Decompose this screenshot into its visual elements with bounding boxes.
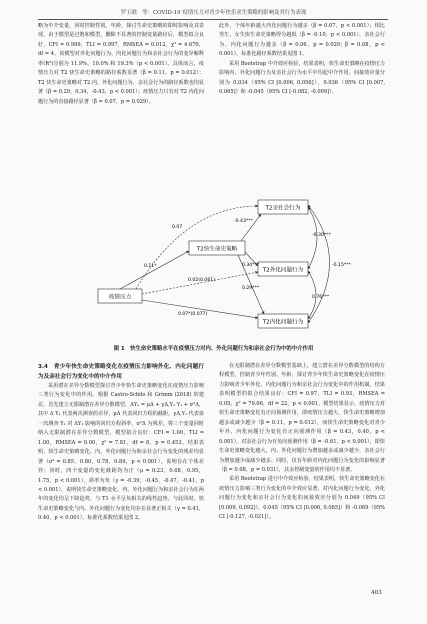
label-t2lh-ext: 0.34*** [242,263,260,268]
label-p-int: 0.07*(0.077) [178,312,208,317]
label-ext-int: 0.76*** [312,295,330,300]
node-ext: T2外化问题行为 [262,267,304,274]
label-pro-int: -0.15*** [332,263,351,268]
right-column-bottom [219,362,385,523]
label-t2lh-int: 0.29*** [242,286,260,291]
paragraph: 采用 Bootstrap 进行中介效应检验，结果表明，快生命史策略变化在疫情压力影响三类行为变化的中介效应显著，对内化问题行为变化、外化问题行为变化和亲社会行为变化的间接效应分别为 0.049（95% CI [0.009, 0.092]），0.045（95% CI [0.006, 0.085]）和 -0.069（95% CI [-0.127, -0.021]）。 [219,476,385,521]
paragraph: 在无限制潜在差异分数模型基础上，建立潜在差异分数模型的结构方程模型，控制青少年性别、年龄，探讨青少年快生命史策略变化在疫情压力影响青少年外化、内化问题行为和亲社会行为变化中的作用机制。结果表明模型的拟合结果良好：CFI = 0.97，TLI = 0.93，RMSEA = 0.05，χ² = 79.66，df = 22，p < 0.001。模型结果显示，疫情压力对快生命史策略变化有正向预测作用，即疫情压力越大，快生命史策略增加越多或减少越少（β = 0.11，p = 0.012），而快生命史策略变化对青少年外、内化问题行为变化有正向预测作用（β = 0.43，0.40，p < 0.001），对亲社会行为有负向预测作用（β = -0.61，p < 0.001），即快生命史策略变化越大，内、外化问题行为增加越多或减少越少，亲社会行为增加越少或减少越多。同时，仅有年龄对内化问题行为变化的影响显著（β = 0.08，p = 0.031），其余控制变量的作用均不显著。 [219,363,385,473]
label-p-pro: 0.07 [172,225,183,230]
path-pressure-ext [142,272,258,294]
node-pressure: 疫情压力 [108,294,132,301]
section-heading: 3.4 青少年快生命史策略变化在疫情压力影响外化、内化问题行为及亲社会行为变化中的中介作用 [38,364,204,380]
node-int: T2内化问题行为 [262,319,304,326]
paragraph: 略为中介变量，同时控制性别、年龄，探讨生命史策略的即时影响及其表现。由于模型是过饱和模型，删除不显著的控制变量路径后，模型拟合良好，CFI = 0.999，TLI = 0.997，RMSEA = 0.012，χ² = 4.670，df = 4，该模型对外化问题行为、内化问题行为和亲社会行为的变异解释率(R²)分别为 11.9%、10.0% 和 19.3%（p < 0.001）。具体而言，疫情压力对 T2 快生命史策略的路径系数显著（β = 0.11，p = 0.012）；T2 快生命史策略对 T2 内、外化问题行为、亲社会行为的路径系数也均显著（β = 0.29，0.34，-0.43，p < 0.001）；疫情压力只有对 T2 内化问题行为的直接路径显著（β = 0.07，p = 0.029）。 [38,23,204,105]
running-header: 罗玉晗 等：COVID-19 疫情压力对青少年快乐求生策略的影响及其行为表现 [120,10,307,16]
node-t2lh: T2快生命史策略 [196,246,238,253]
left-column-bottom [38,362,204,524]
label-p-ext: 0.02(0.061) [188,278,215,283]
header-rule [38,19,388,20]
label-p-t2lh: 0.11* [144,264,157,269]
right-column-top [219,22,385,98]
node-pro: T2亲社会行为 [265,205,301,212]
paragraph: 采用 Bootstrap 中介效应检验，结果表明，快生命史策略在疫情压力影响内、外化问题行为及亲社会行为水平中均起中介作用，间接效应量分别为 0.034（95% CI [0.006, 0.056]），0.036（95% CI [0.007, 0.065]）和 -0.045（95% CI [-0.082, -0.009]）。 [219,60,385,96]
path-pressure-t2lh [120,251,189,289]
paragraph: 此外，个体年龄越大内化问题行为越多（β = 0.07，p < 0.001）；相比男生，女生快生命史策略得分越低（β = -0.10，p < 0.001），亲社会行为、内化问题行为越多（β = 0.06，p = 0.029；β = 0.08，p < 0.001），标准化路径系数结果见图 1。 [219,23,385,58]
page-number: 403 [371,590,382,596]
mediation-diagram [76,186,356,341]
paragraph: 采用潜在差异分数模型探讨青少年快生命史策略变化在疫情压力影响三类行为变化中的作用。根据 Castro-Schilo 和 Grimm (2018) 的建议，首先建立无限制潜在差异分数模型，ΔY₁ = μΔ + γΔ,Y₁ Y₁ + σ²Δ，其中 Δ Y₁ 代表两次测查的差异，μΔ 代表回归方程的截距，γΔ,Y₁ 代表第一次测查 Y₁ 对 ΔY₁ 影响的回归方程斜率，σ²Δ 为残差。将三个变量同时纳入无限制潜在差异分数模型，模型拟合良好：CFI = 1.00，TLI = 1.00，RMSEA = 0.00，χ² = 7.81，df = 8，p = 0.453。结果表明，快生命史策略变化、内、外化问题行为和亲社会行为变化的残差均显著（σ² = 0.85，0.80，0.78，0.84，p < 0.001），说明存在个体差异；同时，四个变量的变化截距均为正（μ = 0.23，0.68，0.95，1.75，p < 0.001），斜率为负（γ = -0.39，-0.45，-0.47，-0.41，p < 0.001），说明快生命史策略变化、内、外化问题行为和亲社会行为在两年的变化均呈下降趋势，与 T1 水平呈负相关的线性趋势。与此同时，快生命史策略变化与内、外化问题行为变化均存在显著正相关（γ = 0.41，0.40，p < 0.001），标准化系数结果见图 2。 [38,383,204,522]
cov-pro-int [308,205,330,323]
figure-caption: 图 1 快生命史策略水平在疫情压力对内、外化问题行为和亲社会行为中的中介作用 [113,346,314,352]
label-t2lh-pro: -0.43*** [234,219,253,224]
left-column-top [38,22,204,107]
label-pro-ext: -0.30*** [312,233,331,238]
